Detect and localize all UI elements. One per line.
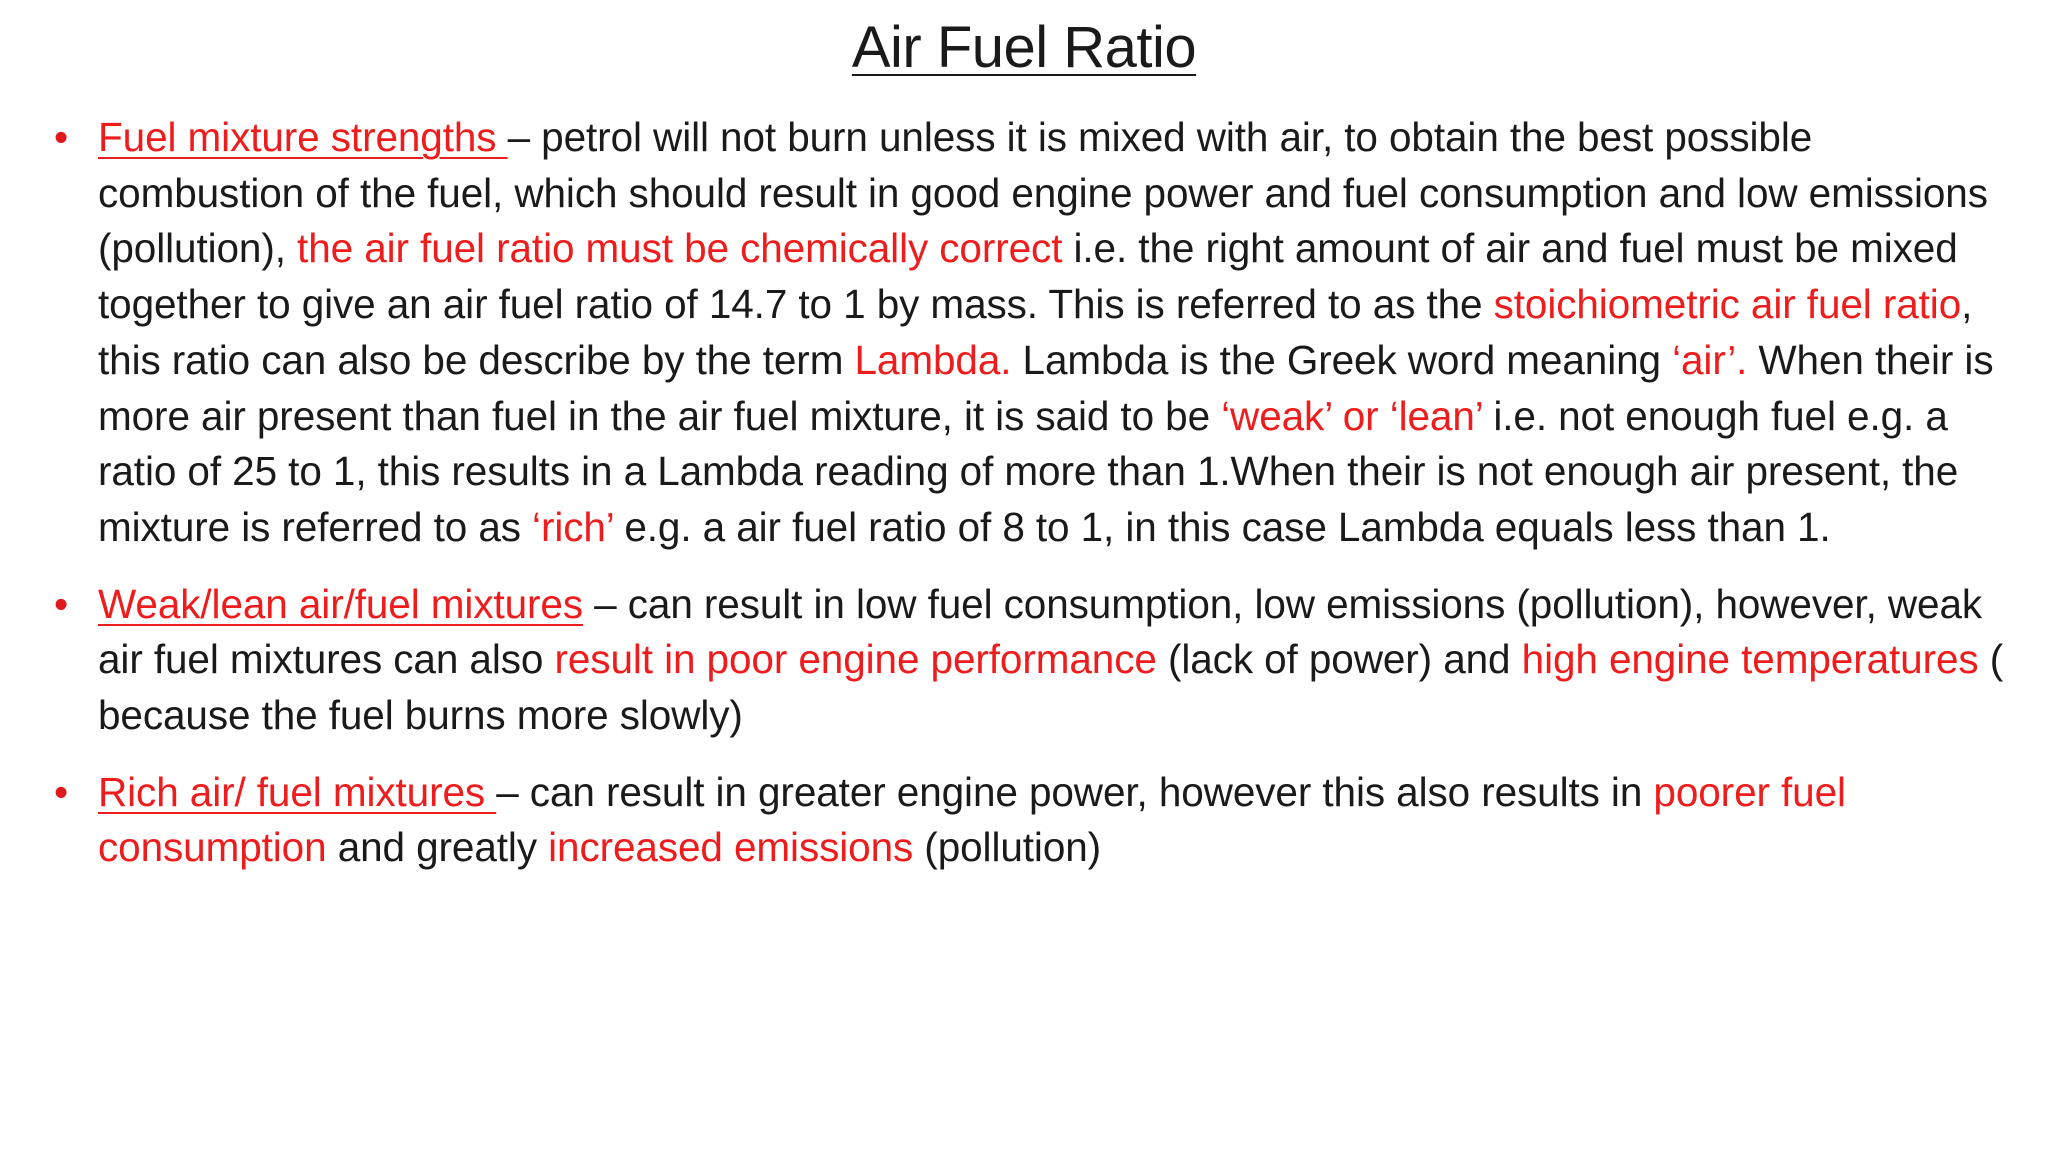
text-segment: e.g. a air fuel ratio of 8 to 1, in this case Lambda equals less than 1. bbox=[613, 503, 1831, 550]
slide-title: Air Fuel Ratio bbox=[851, 15, 1197, 80]
text-segment: – petrol will not burn unless it is mixed with air, to obtain the best possible combustion of the fuel, which should result in good engine power and fuel consumption and low emissions (pollution), bbox=[98, 114, 1988, 272]
highlight-segment: ‘air’. bbox=[1672, 336, 1748, 383]
text-segment: ( because the fuel burns more slowly) bbox=[98, 636, 2004, 739]
bullet-list bbox=[54, 110, 2018, 897]
highlight-segment: ‘rich’ bbox=[532, 503, 614, 550]
bullet-dot-icon: • bbox=[54, 114, 69, 160]
text-segment: – can result in greater engine power, however this also results in bbox=[496, 768, 1654, 815]
highlight-segment: increased emissions bbox=[548, 824, 914, 871]
bullet-weak-lean-mixtures bbox=[54, 577, 2018, 744]
text-segment: Lambda is the Greek word meaning bbox=[1011, 336, 1673, 383]
text-segment: – can result in low fuel consumption, low emissions (pollution), however, weak air fuel mixtures can also bbox=[98, 580, 1983, 683]
bullet-text bbox=[98, 769, 1846, 871]
bullet-fuel-mixture-strengths bbox=[54, 110, 2018, 556]
highlight-segment: Lambda. bbox=[854, 336, 1012, 383]
term-heading: Weak/lean air/fuel mixtures bbox=[98, 580, 584, 627]
text-segment: i.e. the right amount of air and fuel must be mixed together to give an air fuel ratio of 14.7 to 1 by mass. This is referred to as the bbox=[98, 225, 1958, 328]
text-segment: When their is more air present than fuel in the air fuel mixture, it is said to be bbox=[98, 336, 1994, 439]
bullet-text bbox=[98, 114, 1993, 550]
text-segment: , this ratio can also be describe by the term bbox=[98, 281, 1973, 383]
text-segment: i.e. not enough fuel e.g. a ratio of 25 to 1, this results in a Lambda reading of more than 1.When their is not enough air present, the mixture is referred to as bbox=[98, 392, 1959, 550]
text-segment: and greatly bbox=[326, 824, 549, 871]
bullet-dot-icon: • bbox=[54, 580, 69, 627]
bullet-rich-mixtures bbox=[54, 765, 2018, 876]
highlight-segment: the air fuel ratio must be chemically correct bbox=[297, 225, 1063, 272]
highlight-segment: ‘weak’ or ‘lean’ bbox=[1221, 392, 1483, 439]
text-segment: (lack of power) and bbox=[1156, 636, 1522, 683]
term-heading: Rich air/ fuel mixtures bbox=[98, 768, 497, 815]
highlight-segment: stoichiometric air fuel ratio bbox=[1493, 281, 1962, 328]
bullet-dot-icon: • bbox=[54, 768, 69, 815]
highlight-segment: poorer fuel consumption bbox=[98, 768, 1846, 871]
highlight-segment: result in poor engine performance bbox=[554, 636, 1157, 683]
text-segment: (pollution) bbox=[913, 824, 1102, 871]
highlight-segment: high engine temperatures bbox=[1521, 636, 1979, 683]
term-heading: Fuel mixture strengths bbox=[98, 114, 508, 160]
bullet-text bbox=[98, 581, 2003, 738]
